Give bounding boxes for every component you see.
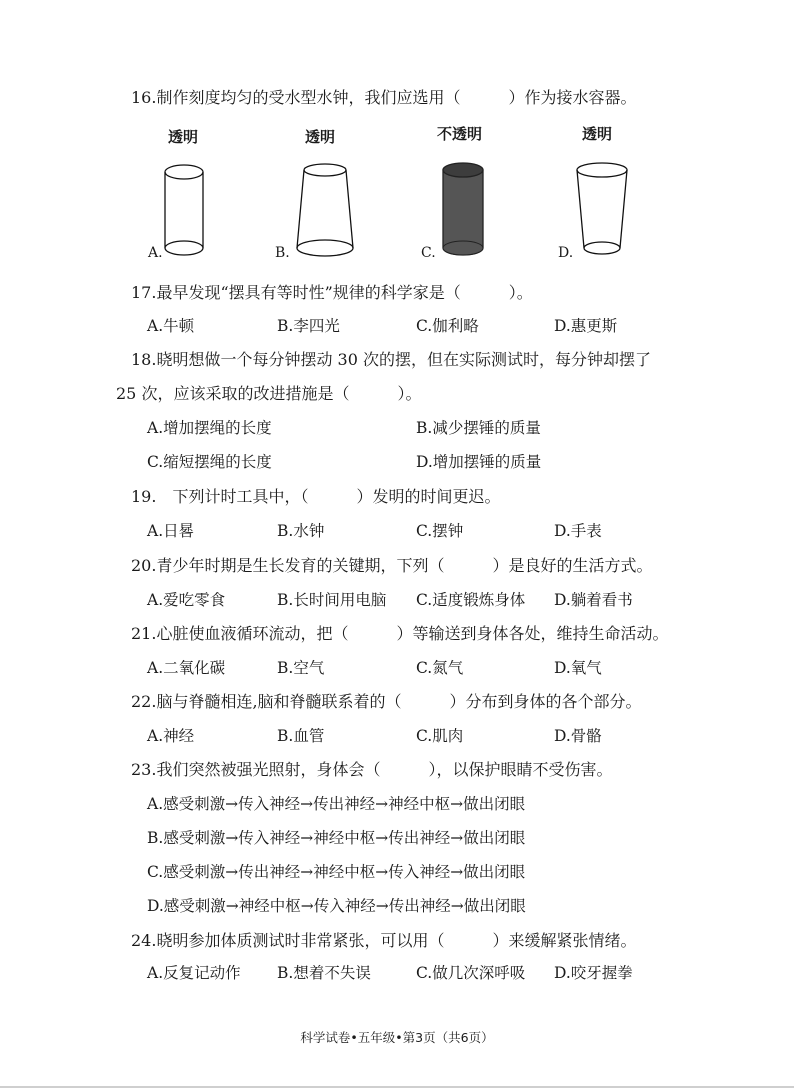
q17-option-a: A.牛顿 — [147, 317, 195, 335]
q22-option-b: B.血管 — [277, 727, 325, 745]
q23-option-b: B.感受刺激→传入神经→神经中枢→传出神经→做出闭眼 — [147, 829, 526, 847]
q17-option-d: D.惠更斯 — [554, 317, 618, 335]
container-a-letter: A. — [148, 245, 163, 261]
question-20: 20.青少年时期是生长发育的关键期，下列（ ）是良好的生活方式。 — [131, 556, 653, 575]
question-18-continued: 25 次，应该采取的改进措施是（ ）。 — [116, 384, 422, 403]
question-22: 22.脑与脊髓相连,脑和脊髓联系着的（ ）分布到身体的各个部分。 — [131, 692, 642, 711]
q23-option-a: A.感受刺激→传入神经→传出神经→神经中枢→做出闭眼 — [147, 795, 526, 813]
question-17: 17.最早发现“摆具有等时性”规律的科学家是（ ）。 — [131, 283, 533, 302]
container-c-label: 不透明 — [437, 125, 483, 143]
q23-option-d: D.感受刺激→神经中枢→传入神经→传出神经→做出闭眼 — [147, 897, 526, 915]
q20-option-a: A.爱吃零食 — [147, 591, 226, 609]
q21-option-d: D.氧气 — [554, 659, 602, 677]
page-footer: 科学试卷•五年级•第3页（共6页） — [300, 1030, 494, 1045]
container-c-letter: C. — [421, 245, 436, 261]
q24-option-d: D.咬牙握拳 — [554, 964, 633, 982]
q24-option-b: B.想着不失误 — [277, 964, 371, 982]
container-d-label: 透明 — [582, 125, 613, 143]
glass-cup-image — [573, 158, 631, 260]
q19-option-a: A.日晷 — [147, 522, 195, 540]
question-23: 23.我们突然被强光照射，身体会（ ），以保护眼睛不受伤害。 — [131, 760, 613, 779]
q23-option-c: C.感受刺激→传出神经→神经中枢→传入神经→做出闭眼 — [147, 863, 526, 881]
question-18: 18.晓明想做一个每分钟摆动 30 次的摆，但在实际测试时，每分钟却摆了 — [131, 350, 651, 369]
q20-option-b: B.长时间用电脑 — [277, 591, 387, 609]
q22-option-c: C.肌肉 — [416, 727, 464, 745]
container-b-label: 透明 — [305, 128, 336, 146]
q17-option-c: C.伽利略 — [416, 317, 479, 335]
q20-option-d: D.躺着看书 — [554, 591, 633, 609]
cylinder-cup-image — [160, 160, 210, 260]
q18-option-d: D.增加摆锤的质量 — [416, 453, 542, 471]
q19-option-b: B.水钟 — [277, 522, 325, 540]
q17-option-b: B.李四光 — [277, 317, 340, 335]
q18-option-a: A.增加摆绳的长度 — [147, 419, 272, 437]
question-19: 19. 下列计时工具中，（ ）发明的时间更迟。 — [131, 487, 501, 506]
q19-option-d: D.手表 — [554, 522, 602, 540]
q21-option-c: C.氮气 — [416, 659, 464, 677]
question-16: 16.制作刻度均匀的受水型水钟，我们应选用（ ）作为接水容器。 — [131, 88, 637, 107]
q18-option-b: B.减少摆锤的质量 — [416, 419, 541, 437]
q19-option-c: C.摆钟 — [416, 522, 464, 540]
scan-edge-divider — [0, 1086, 794, 1088]
tapered-cup-image — [293, 160, 357, 260]
container-a-label: 透明 — [168, 128, 199, 146]
q22-option-a: A.神经 — [147, 727, 195, 745]
q24-option-c: C.做几次深呼吸 — [416, 964, 526, 982]
question-21: 21.心脏使血液循环流动，把（ ）等输送到身体各处，维持生命活动。 — [131, 624, 669, 643]
question-24: 24.晓明参加体质测试时非常紧张，可以用（ ）来缓解紧张情绪。 — [131, 931, 637, 950]
q21-option-b: B.空气 — [277, 659, 325, 677]
q21-option-a: A.二氧化碳 — [147, 659, 226, 677]
container-d-letter: D. — [558, 245, 574, 261]
q18-option-c: C.缩短摆绳的长度 — [147, 453, 272, 471]
q22-option-d: D.骨骼 — [554, 727, 602, 745]
opaque-cylinder-image — [438, 158, 488, 260]
q20-option-c: C.适度锻炼身体 — [416, 591, 526, 609]
q24-option-a: A.反复记动作 — [147, 964, 241, 982]
container-b-letter: B. — [275, 245, 290, 261]
